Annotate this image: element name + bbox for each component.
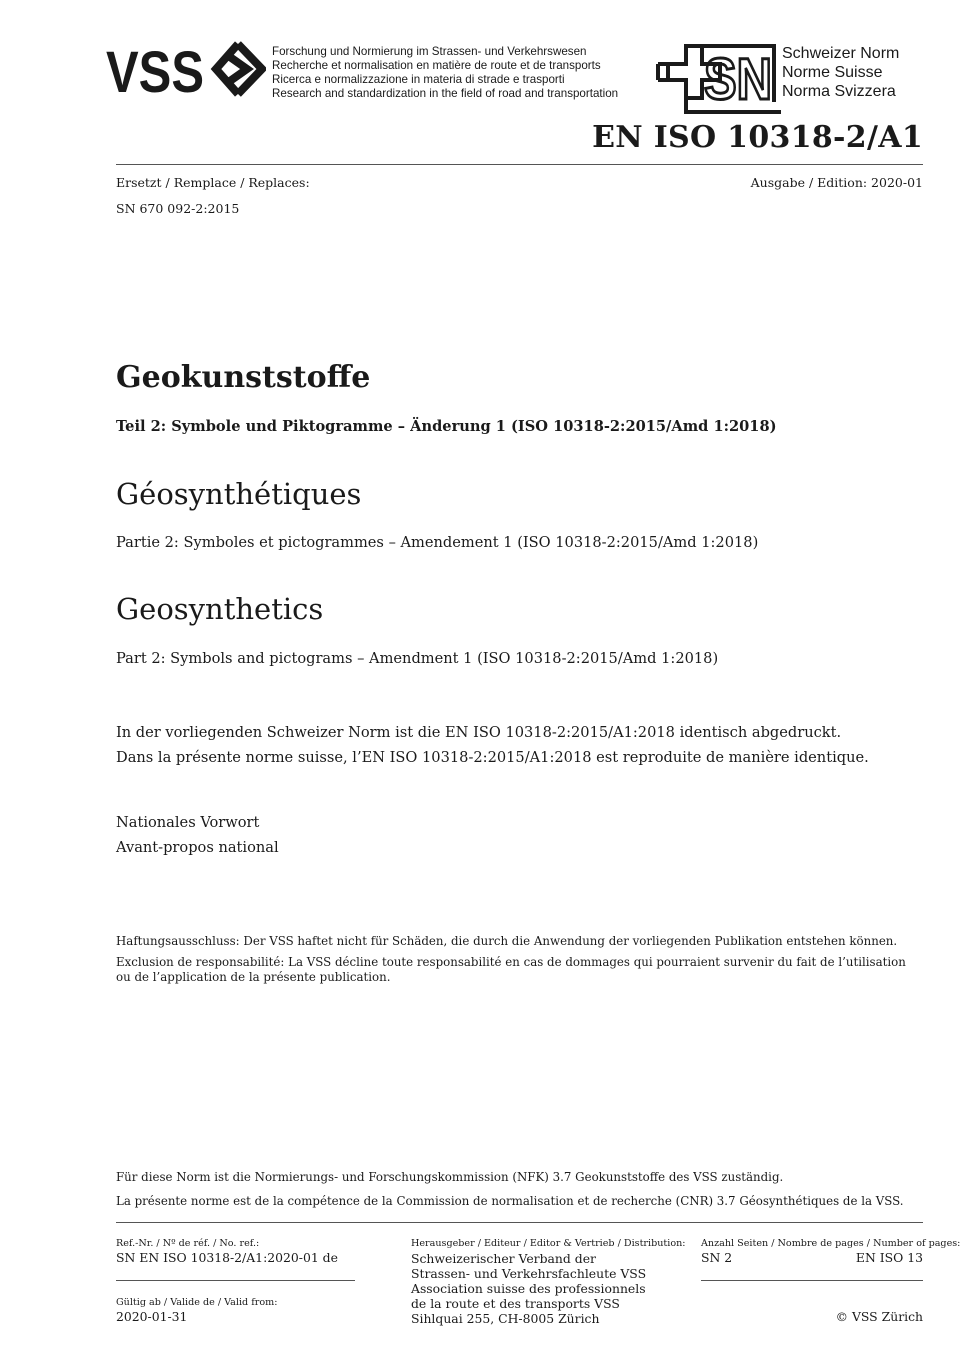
sn-word-fr: Norme Suisse xyxy=(782,64,883,81)
ref-value: SN EN ISO 10318-2/A1:2020-01 de xyxy=(116,1250,338,1265)
publisher-line: Sihlquai 255, CH-8005 Zürich xyxy=(411,1311,600,1326)
subtitle-en: Part 2: Symbols and pictograms – Amendment 1 (ISO 10318-2:2015/Amd 1:2018) xyxy=(116,650,719,667)
identical-statement-fr: Dans la présente norme suisse, l’EN ISO 10318-2:2015/A1:2018 est reproduite de manière identique. xyxy=(116,749,869,766)
sn-designation-words xyxy=(782,44,899,101)
ref-label: Ref.-Nr. / Nº de réf. / No. ref.: xyxy=(116,1238,260,1249)
disclaimer-fr-line2: ou de l’application de la présente publication. xyxy=(116,970,391,984)
publisher-line: Association suisse des professionnels xyxy=(411,1281,646,1296)
valid-label: Gültig ab / Valide de / Valid from: xyxy=(116,1297,278,1308)
sn-word-de: Schweizer Norm xyxy=(782,45,900,62)
pages-sn: SN 2 xyxy=(701,1250,733,1265)
national-foreword-de: Nationales Vorwort xyxy=(116,814,260,831)
publisher-label: Herausgeber / Editeur / Editor & Vertrieb / Distribution: xyxy=(411,1238,686,1249)
valid-value: 2020-01-31 xyxy=(116,1309,188,1324)
committee-fr: La présente norme est de la compétence de la Commission de normalisation et de recherche (CNR) 3.7 Géosynthétiques de la VSS. xyxy=(116,1194,904,1208)
vss-tagline-it: Ricerca e normalizzazione in materia di strade e trasporti xyxy=(272,73,565,86)
replaces-value: SN 670 092-2:2015 xyxy=(116,201,240,216)
footer-divider xyxy=(116,1222,923,1223)
title-fr: Géosynthétiques xyxy=(116,477,362,511)
vss-logo-icon xyxy=(106,40,266,100)
publisher-address xyxy=(411,1251,646,1326)
subtitle-de: Teil 2: Symbole und Piktogramme – Änderung 1 (ISO 10318-2:2015/Amd 1:2018) xyxy=(116,418,777,435)
pages-label: Anzahl Seiten / Nombre de pages / Number of pages: xyxy=(701,1238,961,1249)
footer-left-divider xyxy=(116,1280,355,1281)
vss-tagline-fr: Recherche et normalisation en matière de route et de transports xyxy=(272,59,601,72)
copyright: © VSS Zürich xyxy=(835,1309,923,1324)
subtitle-fr: Partie 2: Symboles et pictogrammes – Amendement 1 (ISO 10318-2:2015/Amd 1:2018) xyxy=(116,534,759,551)
pages-en: EN ISO 13 xyxy=(855,1250,923,1265)
edition: Ausgabe / Edition: 2020-01 xyxy=(750,175,923,190)
vss-logo xyxy=(106,40,266,100)
publisher-line: de la route et des transports VSS xyxy=(411,1296,620,1311)
sn-word-it: Norma Svizzera xyxy=(782,83,896,100)
publisher-line: Strassen- und Verkehrsfachleute VSS xyxy=(411,1266,647,1281)
footer-right-divider xyxy=(701,1280,923,1281)
disclaimer-fr-line1: Exclusion de responsabilité: La VSS décline toute responsabilité en cas de dommages qui pourraient survenir du fait de l’utilisation xyxy=(116,955,906,969)
vss-logo-letters: VSS xyxy=(106,40,204,100)
vss-tagline-en: Research and standardization in the field of road and transportation xyxy=(272,87,619,100)
disclaimer-de: Haftungsausschluss: Der VSS haftet nicht für Schäden, die durch die Anwendung der vorliegenden Publikation entstehen können. xyxy=(116,934,898,948)
publisher-line: Schweizerischer Verband der xyxy=(411,1251,596,1266)
committee-de: Für diese Norm ist die Normierungs- und Forschungskommission (NFK) 3.7 Geokunststoffe des VSS zuständig. xyxy=(116,1170,784,1184)
sn-logo-letters: SN xyxy=(704,47,772,112)
title-de: Geokunststoffe xyxy=(116,360,371,395)
national-foreword-fr: Avant-propos national xyxy=(116,839,279,856)
vss-tagline xyxy=(272,45,618,101)
identical-statement-de: In der vorliegenden Schweizer Norm ist die EN ISO 10318-2:2015/A1:2018 identisch abgedruckt. xyxy=(116,724,842,741)
swiss-cross-sn-icon xyxy=(656,44,781,114)
header-divider xyxy=(116,164,923,165)
standard-designation: EN ISO 10318-2/A1 xyxy=(592,120,923,155)
vss-tagline-de: Forschung und Normierung im Strassen- und Verkehrswesen xyxy=(272,45,587,58)
title-en: Geosynthetics xyxy=(116,592,324,626)
sn-logo xyxy=(656,44,781,114)
replaces-label: Ersetzt / Remplace / Replaces: xyxy=(116,175,310,190)
